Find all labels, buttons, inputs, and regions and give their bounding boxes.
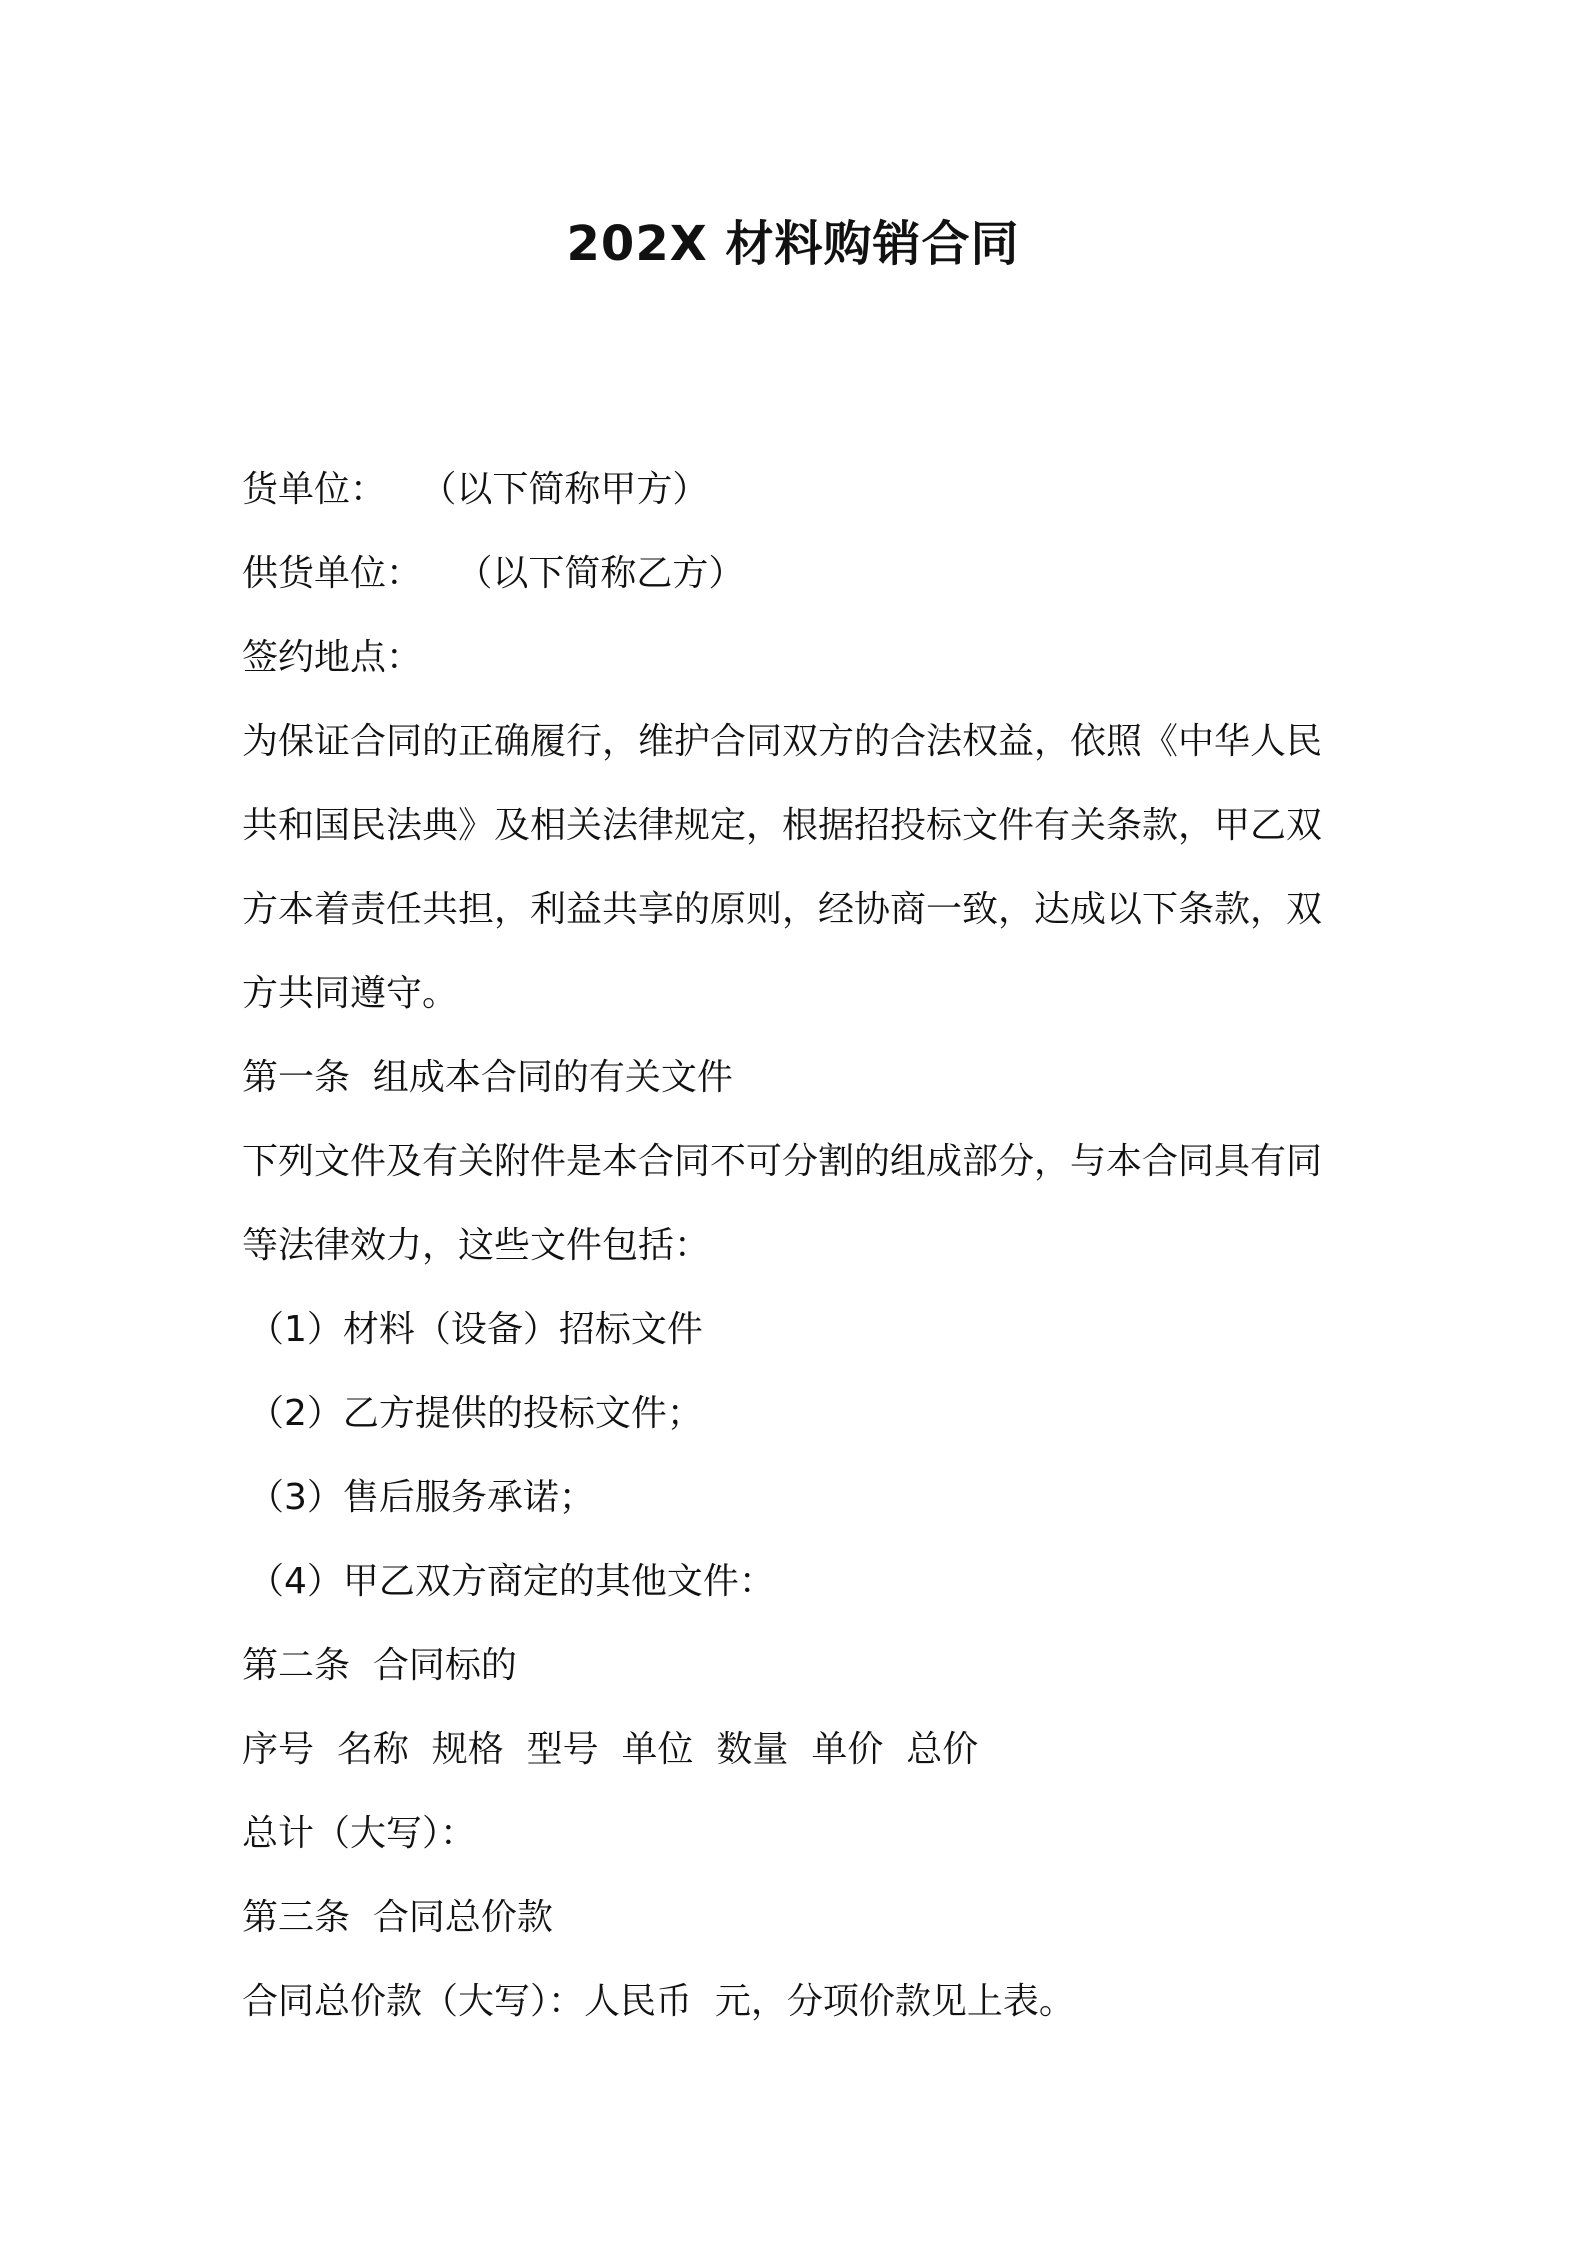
document-item-4: （4）甲乙双方商定的其他文件： (248, 1561, 775, 1602)
supplier-line: 供货单位： （以下简称乙方） (242, 553, 745, 594)
table-header-line: 序号 名称 规格 型号 单位 数量 单价 总价 (242, 1729, 979, 1770)
total-uppercase-line: 总计（大写）： (242, 1813, 477, 1854)
preamble-line-1: 为保证合同的正确履行，维护合同双方的合法权益，依照《中华人民 (242, 721, 1323, 762)
buyer-line: 货单位： （以下简称甲方） (242, 469, 709, 510)
document-item-3: （3）售后服务承诺； (248, 1477, 595, 1518)
article-1-text-1: 下列文件及有关附件是本合同不可分割的组成部分，与本合同具有同 (242, 1141, 1323, 1182)
total-price-line: 合同总价款（大写）：人民币 元，分项价款见上表。 (242, 1981, 1075, 2022)
article-1-text-2: 等法律效力，这些文件包括： (242, 1225, 711, 1266)
document-item-2: （2）乙方提供的投标文件； (248, 1393, 703, 1434)
document-item-1: （1）材料（设备）招标文件 (248, 1309, 703, 1350)
preamble-line-3: 方本着责任共担，利益共享的原则，经协商一致，达成以下条款，双 (242, 889, 1323, 930)
document-title: 202X 材料购销合同 (566, 216, 1020, 272)
document-body (242, 448, 1362, 2044)
article-1-heading: 第一条 组成本合同的有关文件 (242, 1057, 733, 1098)
article-2-heading: 第二条 合同标的 (242, 1645, 517, 1686)
preamble-line-4: 方共同遵守。 (242, 973, 459, 1014)
article-3-heading: 第三条 合同总价款 (242, 1897, 553, 1938)
signing-place-line: 签约地点： (242, 637, 423, 678)
preamble-line-2: 共和国民法典》及相关法律规定，根据招投标文件有关条款，甲乙双 (242, 805, 1323, 846)
